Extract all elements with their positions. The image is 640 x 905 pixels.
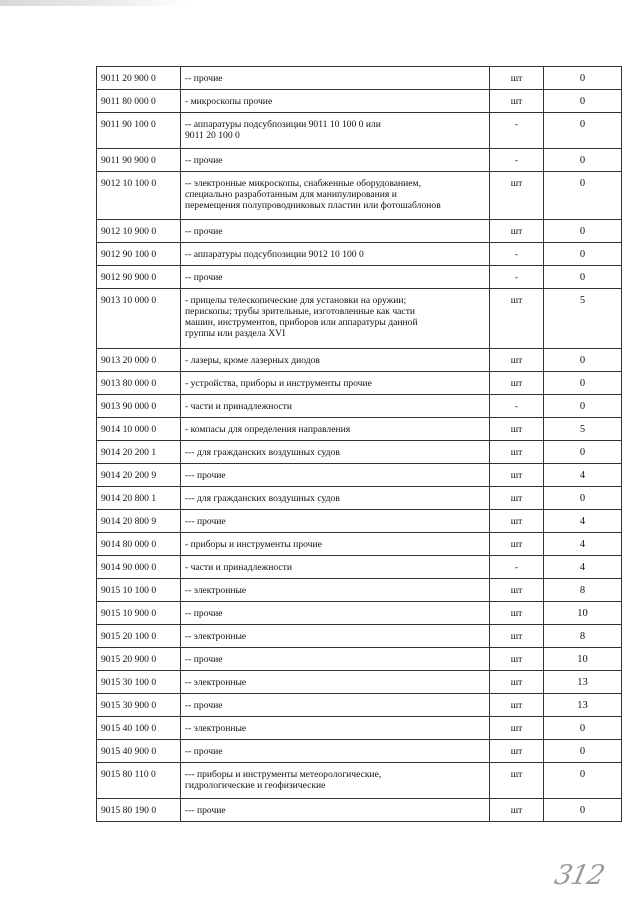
description-cell: - прицелы телескопические для установки на оружии; перископы; трубы зрительные, изготовленные как части машин, инструментов, приборов или аппаратуры данной группы или раздела XVI (181, 289, 490, 349)
code-cell: 9012 10 100 0 (97, 172, 181, 220)
code-cell: 9014 20 800 1 (97, 487, 181, 510)
code-cell: 9012 10 900 0 (97, 220, 181, 243)
description-cell: --- прочие (181, 510, 490, 533)
table-row (97, 113, 622, 149)
description-cell: -- электронные (181, 717, 490, 740)
description-cell: -- прочие (181, 220, 490, 243)
table-row (97, 694, 622, 717)
unit-cell: шт (490, 487, 544, 510)
value-cell: 0 (544, 372, 622, 395)
table-row (97, 648, 622, 671)
value-cell: 8 (544, 579, 622, 602)
table-row (97, 441, 622, 464)
table-row (97, 67, 622, 90)
description-cell: -- аппаратуры подсубпозиции 9012 10 100 0 (181, 243, 490, 266)
value-cell: 10 (544, 602, 622, 625)
unit-cell: шт (490, 671, 544, 694)
value-cell: 4 (544, 556, 622, 579)
description-cell: --- для гражданских воздушных судов (181, 441, 490, 464)
code-cell: 9014 90 000 0 (97, 556, 181, 579)
unit-cell: шт (490, 579, 544, 602)
unit-cell: шт (490, 67, 544, 90)
value-cell: 0 (544, 266, 622, 289)
value-cell: 4 (544, 533, 622, 556)
value-cell: 10 (544, 648, 622, 671)
code-cell: 9012 90 100 0 (97, 243, 181, 266)
table-row (97, 579, 622, 602)
table-row (97, 289, 622, 349)
table-row (97, 220, 622, 243)
value-cell: 0 (544, 763, 622, 799)
description-cell: -- прочие (181, 648, 490, 671)
unit-cell: шт (490, 533, 544, 556)
description-cell: -- электронные (181, 579, 490, 602)
code-cell: 9011 90 100 0 (97, 113, 181, 149)
unit-cell: шт (490, 441, 544, 464)
code-cell: 9012 90 900 0 (97, 266, 181, 289)
code-cell: 9015 40 900 0 (97, 740, 181, 763)
table-row (97, 149, 622, 172)
description-cell: -- прочие (181, 602, 490, 625)
value-cell: 0 (544, 349, 622, 372)
unit-cell: - (490, 395, 544, 418)
handwritten-page-number: 312 (551, 860, 607, 891)
unit-cell: шт (490, 349, 544, 372)
code-cell: 9015 30 900 0 (97, 694, 181, 717)
unit-cell: шт (490, 418, 544, 441)
table-row (97, 717, 622, 740)
description-cell: -- электронные (181, 671, 490, 694)
table-row (97, 671, 622, 694)
table-row (97, 266, 622, 289)
unit-cell: - (490, 266, 544, 289)
value-cell: 0 (544, 172, 622, 220)
table-row (97, 533, 622, 556)
table-row (97, 243, 622, 266)
table-row (97, 799, 622, 822)
description-cell: -- электронные (181, 625, 490, 648)
description-cell: - части и принадлежности (181, 395, 490, 418)
unit-cell: шт (490, 172, 544, 220)
unit-cell: шт (490, 464, 544, 487)
unit-cell: шт (490, 648, 544, 671)
tariff-table-body (97, 67, 622, 822)
unit-cell: шт (490, 372, 544, 395)
description-cell: --- для гражданских воздушных судов (181, 487, 490, 510)
value-cell: 5 (544, 289, 622, 349)
code-cell: 9015 10 100 0 (97, 579, 181, 602)
code-cell: 9015 80 190 0 (97, 799, 181, 822)
unit-cell: шт (490, 510, 544, 533)
unit-cell: шт (490, 740, 544, 763)
code-cell: 9015 30 100 0 (97, 671, 181, 694)
table-row (97, 763, 622, 799)
code-cell: 9015 40 100 0 (97, 717, 181, 740)
code-cell: 9011 20 900 0 (97, 67, 181, 90)
table-row (97, 625, 622, 648)
description-cell: - части и принадлежности (181, 556, 490, 579)
code-cell: 9014 20 200 1 (97, 441, 181, 464)
unit-cell: шт (490, 763, 544, 799)
value-cell: 4 (544, 464, 622, 487)
code-cell: 9013 90 000 0 (97, 395, 181, 418)
table-row (97, 372, 622, 395)
unit-cell: шт (490, 625, 544, 648)
value-cell: 13 (544, 671, 622, 694)
description-cell: - микроскопы прочие (181, 90, 490, 113)
code-cell: 9011 90 900 0 (97, 149, 181, 172)
description-cell: -- прочие (181, 266, 490, 289)
code-cell: 9013 10 000 0 (97, 289, 181, 349)
table-row (97, 90, 622, 113)
description-cell: - приборы и инструменты прочие (181, 533, 490, 556)
value-cell: 0 (544, 441, 622, 464)
scan-edge-smudge (0, 0, 190, 6)
code-cell: 9014 80 000 0 (97, 533, 181, 556)
table-row (97, 740, 622, 763)
unit-cell: - (490, 243, 544, 266)
value-cell: 0 (544, 799, 622, 822)
value-cell: 0 (544, 487, 622, 510)
value-cell: 0 (544, 67, 622, 90)
description-cell: - компасы для определения направления (181, 418, 490, 441)
value-cell: 13 (544, 694, 622, 717)
description-cell: - лазеры, кроме лазерных диодов (181, 349, 490, 372)
code-cell: 9013 20 000 0 (97, 349, 181, 372)
table-row (97, 418, 622, 441)
description-cell: -- прочие (181, 740, 490, 763)
description-cell: --- прочие (181, 464, 490, 487)
unit-cell: шт (490, 90, 544, 113)
unit-cell: - (490, 149, 544, 172)
code-cell: 9014 20 800 9 (97, 510, 181, 533)
unit-cell: шт (490, 289, 544, 349)
value-cell: 5 (544, 418, 622, 441)
code-cell: 9013 80 000 0 (97, 372, 181, 395)
value-cell: 0 (544, 717, 622, 740)
code-cell: 9015 20 900 0 (97, 648, 181, 671)
value-cell: 0 (544, 220, 622, 243)
code-cell: 9015 10 900 0 (97, 602, 181, 625)
table-row (97, 602, 622, 625)
unit-cell: шт (490, 220, 544, 243)
description-cell: -- аппаратуры подсубпозиции 9011 10 100 0 или 9011 20 100 0 (181, 113, 490, 149)
table-row (97, 172, 622, 220)
table-row (97, 510, 622, 533)
description-cell: -- прочие (181, 67, 490, 90)
description-cell: --- прочие (181, 799, 490, 822)
table-row (97, 487, 622, 510)
value-cell: 8 (544, 625, 622, 648)
unit-cell: шт (490, 602, 544, 625)
code-cell: 9011 80 000 0 (97, 90, 181, 113)
value-cell: 0 (544, 113, 622, 149)
description-cell: -- прочие (181, 694, 490, 717)
table-row (97, 395, 622, 418)
value-cell: 0 (544, 90, 622, 113)
value-cell: 0 (544, 395, 622, 418)
code-cell: 9015 80 110 0 (97, 763, 181, 799)
unit-cell: шт (490, 694, 544, 717)
description-cell: -- электронные микроскопы, снабженные оборудованием, специально разработанным для манипулирования и перемещения полупроводниковых пластин или фотошаблонов (181, 172, 490, 220)
code-cell: 9015 20 100 0 (97, 625, 181, 648)
value-cell: 4 (544, 510, 622, 533)
description-cell: - устройства, приборы и инструменты прочие (181, 372, 490, 395)
code-cell: 9014 10 000 0 (97, 418, 181, 441)
code-cell: 9014 20 200 9 (97, 464, 181, 487)
unit-cell: шт (490, 717, 544, 740)
value-cell: 0 (544, 740, 622, 763)
table-row (97, 464, 622, 487)
unit-cell: - (490, 556, 544, 579)
table-row (97, 349, 622, 372)
description-cell: -- прочие (181, 149, 490, 172)
value-cell: 0 (544, 149, 622, 172)
description-cell: --- приборы и инструменты метеорологические, гидрологические и геофизические (181, 763, 490, 799)
tariff-table (96, 66, 622, 822)
table-row (97, 556, 622, 579)
value-cell: 0 (544, 243, 622, 266)
unit-cell: - (490, 113, 544, 149)
unit-cell: шт (490, 799, 544, 822)
